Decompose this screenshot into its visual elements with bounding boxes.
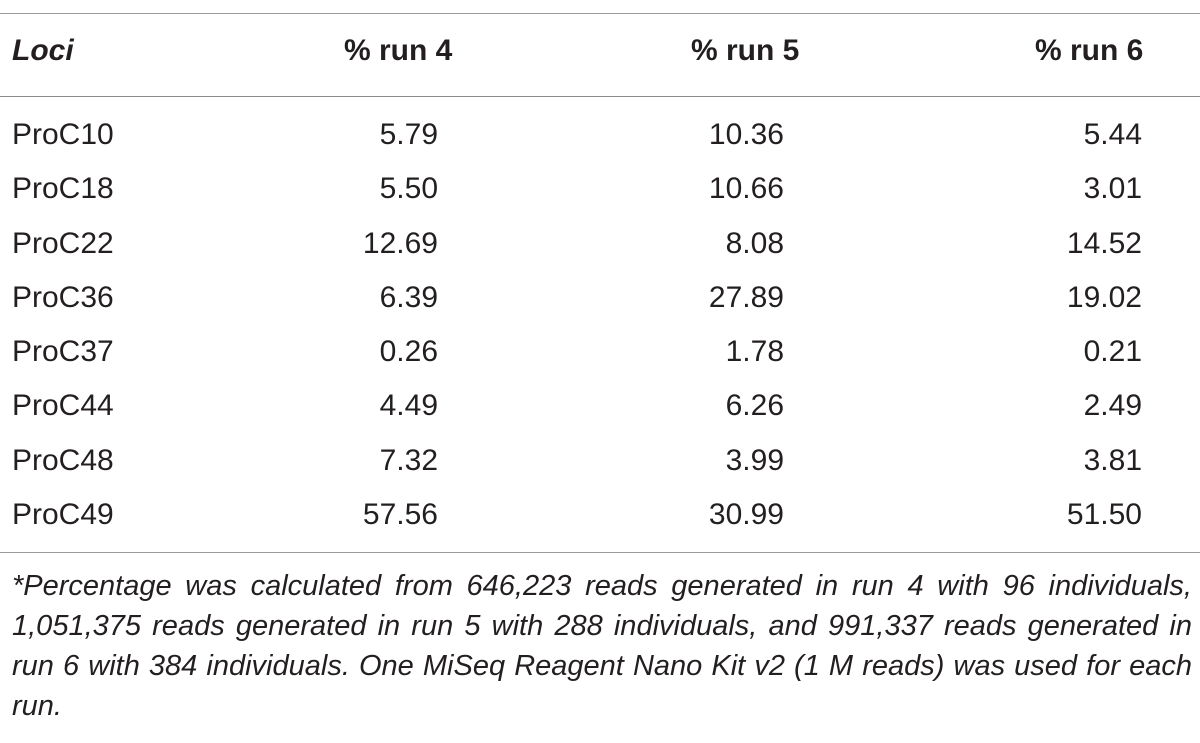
cell-run-5: 10.36 <box>708 118 784 151</box>
header-run-6: % run 6 <box>1035 34 1144 67</box>
table-row <box>0 335 1200 389</box>
cell-run-5: 30.99 <box>708 498 784 531</box>
cell-run-6: 5.44 <box>1083 118 1142 151</box>
cell-locus: ProC22 <box>12 227 114 260</box>
cell-run-4: 0.26 <box>379 335 438 368</box>
cell-locus: ProC48 <box>12 444 114 477</box>
table-row <box>0 389 1200 443</box>
cell-locus: ProC49 <box>12 498 114 531</box>
cell-locus: ProC10 <box>12 118 114 151</box>
cell-locus: ProC37 <box>12 335 114 368</box>
table-row <box>0 498 1200 552</box>
cell-run-6: 19.02 <box>1066 281 1142 314</box>
header-loci: Loci <box>12 34 74 67</box>
cell-run-4: 7.32 <box>379 444 438 477</box>
table-row <box>0 227 1200 281</box>
table-bottom-rule <box>0 552 1200 553</box>
table-row <box>0 172 1200 226</box>
cell-locus: ProC36 <box>12 281 114 314</box>
table-footnote: *Percentage was calculated from 646,223 reads generated in run 4 with 96 individuals, 1,051,375 reads generated in run 5 with 288 individuals, and 991,337 reads generated in run 6 with 384 individuals. One MiSeq Reagent Nano Kit v2 (1 M reads) was used for each run. <box>12 570 1192 722</box>
cell-run-4: 57.56 <box>362 498 438 531</box>
cell-run-5: 6.26 <box>725 389 784 422</box>
cell-run-4: 5.79 <box>379 118 438 151</box>
header-divider-rule <box>0 96 1200 97</box>
cell-run-6: 51.50 <box>1066 498 1142 531</box>
header-run-5: % run 5 <box>691 34 800 67</box>
cell-run-4: 4.49 <box>379 389 438 422</box>
table-top-rule <box>0 13 1200 14</box>
cell-run-6: 2.49 <box>1083 389 1142 422</box>
table-row <box>0 444 1200 498</box>
cell-run-5: 8.08 <box>725 227 784 260</box>
table-row <box>0 281 1200 335</box>
cell-run-5: 1.78 <box>725 335 784 368</box>
cell-run-4: 6.39 <box>379 281 438 314</box>
cell-run-4: 5.50 <box>379 172 438 205</box>
cell-run-5: 10.66 <box>708 172 784 205</box>
table-row <box>0 118 1200 172</box>
cell-run-6: 14.52 <box>1066 227 1142 260</box>
cell-locus: ProC44 <box>12 389 114 422</box>
cell-run-5: 3.99 <box>725 444 784 477</box>
cell-run-4: 12.69 <box>362 227 438 260</box>
cell-run-6: 3.81 <box>1083 444 1142 477</box>
cell-locus: ProC18 <box>12 172 114 205</box>
cell-run-6: 0.21 <box>1083 335 1142 368</box>
cell-run-6: 3.01 <box>1083 172 1142 205</box>
header-run-4: % run 4 <box>344 34 453 67</box>
cell-run-5: 27.89 <box>708 281 784 314</box>
